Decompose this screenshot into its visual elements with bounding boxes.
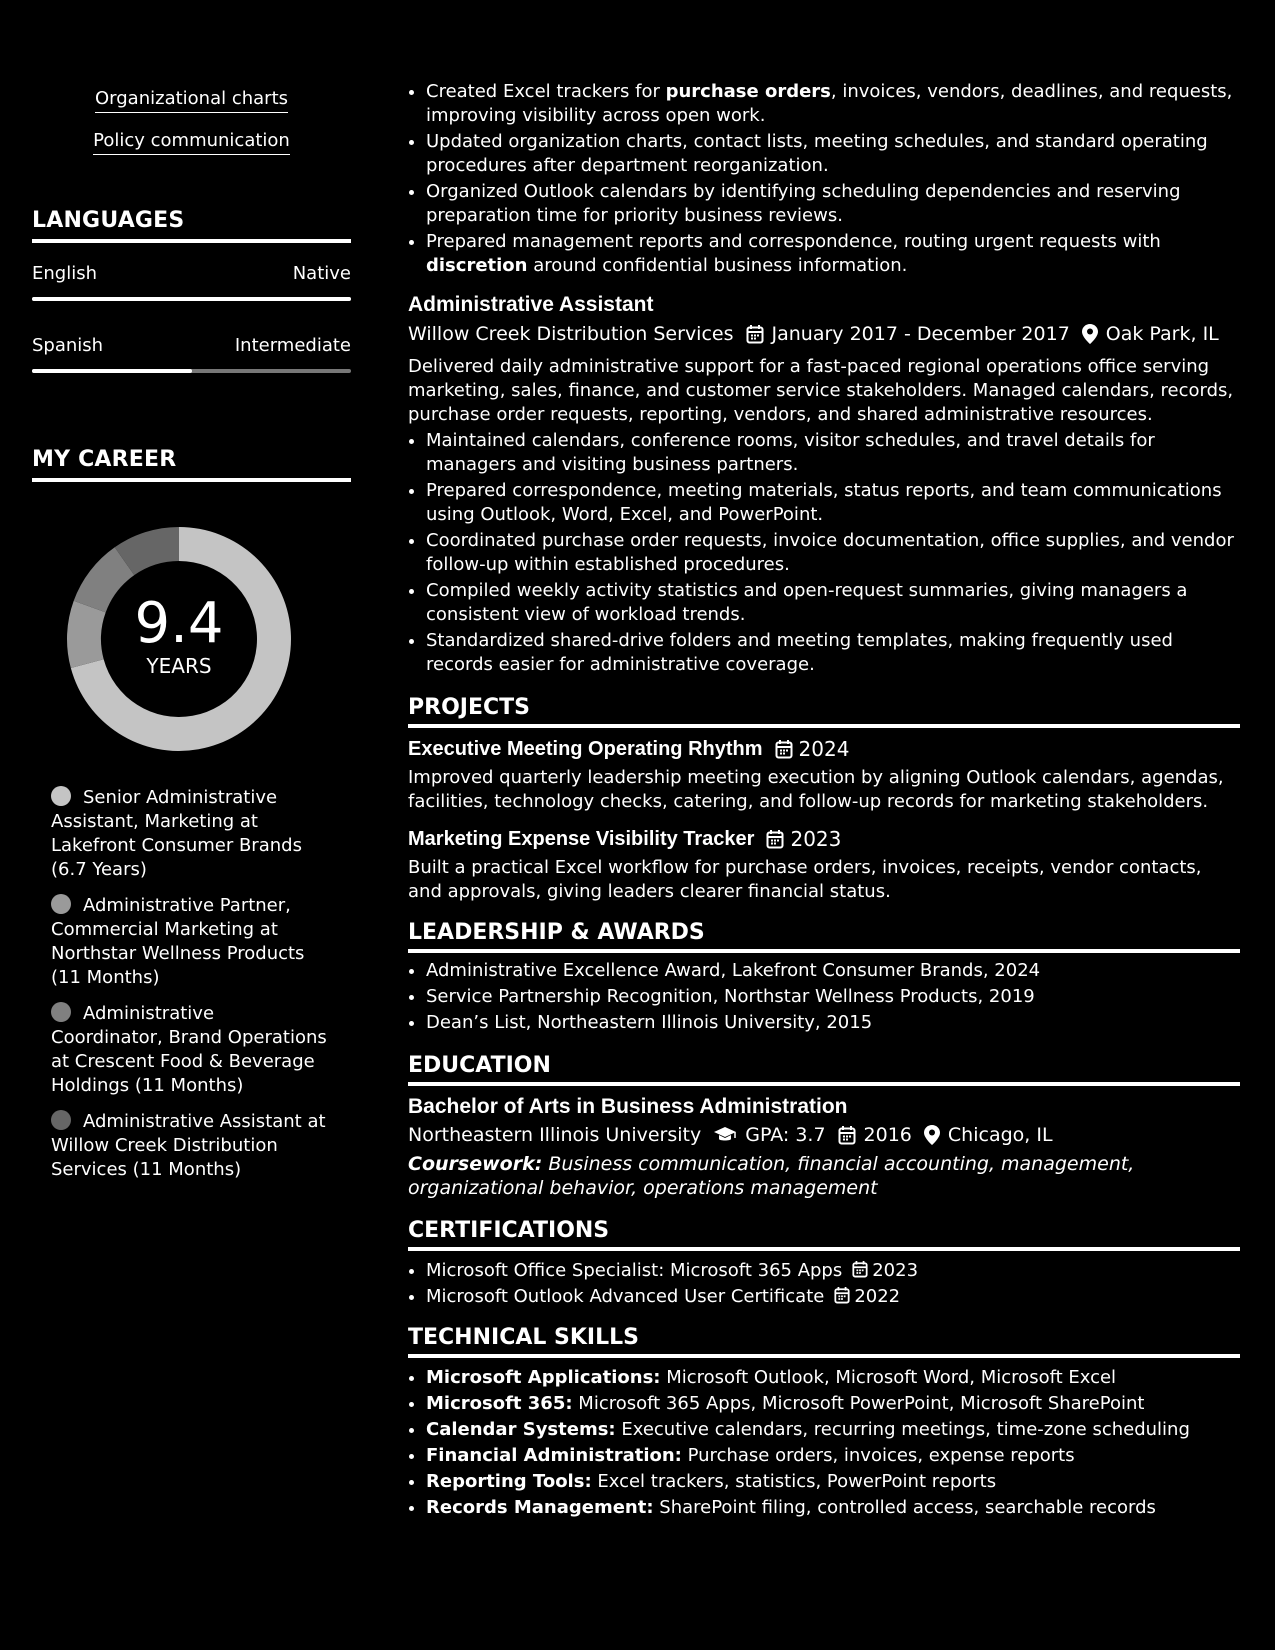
skill-item: • Calendar Systems: Executive calendars, recurring meetings, time-zone scheduling xyxy=(426,1418,1240,1442)
job-location: Oak Park, IL xyxy=(1105,323,1219,345)
career-item xyxy=(51,1002,331,1098)
job-entry xyxy=(408,292,1240,677)
career-item xyxy=(51,1110,331,1182)
awards-list xyxy=(408,959,1240,1035)
certifications-heading: CERTIFICATIONS xyxy=(408,1218,1240,1251)
bullet-item: • Created Excel trackers for purchase orders, invoices, vendors, deadlines, and requests, improving visibility across open work. xyxy=(426,80,1240,128)
education-heading: EDUCATION xyxy=(408,1053,1240,1086)
job-title: Administrative Assistant xyxy=(408,293,654,316)
language-proficiency-fill xyxy=(32,297,351,301)
bullet-item: • Standardized shared-drive folders and meeting templates, making frequently used records easier for administrative coverage. xyxy=(426,629,1240,677)
calendar-icon xyxy=(766,829,784,849)
project-entry xyxy=(408,736,1240,814)
awards-heading: LEADERSHIP & AWARDS xyxy=(408,920,1240,953)
location-pin-icon xyxy=(1082,324,1098,344)
job-dates: January 2017 - December 2017 xyxy=(771,323,1070,345)
career-legend-dot xyxy=(51,1110,71,1130)
award-item: • Administrative Excellence Award, Lakefront Consumer Brands, 2024 xyxy=(426,959,1240,983)
skills-list xyxy=(408,1366,1240,1520)
calendar-icon xyxy=(834,1286,850,1304)
skill-links xyxy=(32,0,351,172)
bullet-item: • Coordinated purchase order requests, invoice documentation, office supplies, and vendor follow-up within established procedures. xyxy=(426,529,1240,577)
language-item xyxy=(32,263,351,301)
education-section xyxy=(408,1053,1240,1200)
calendar-icon xyxy=(746,324,764,344)
languages-heading: LANGUAGES xyxy=(32,208,351,243)
skill-item: • Financial Administration: Purchase orders, invoices, expense reports xyxy=(426,1444,1240,1468)
degree-title: Bachelor of Arts in Business Administration xyxy=(408,1095,848,1118)
previous-job-bullets xyxy=(408,80,1240,278)
job-bullets xyxy=(408,429,1240,677)
certifications-section xyxy=(408,1218,1240,1309)
calendar-icon xyxy=(852,1260,868,1278)
gpa: GPA: 3.7 xyxy=(745,1124,826,1146)
languages-section xyxy=(32,208,351,373)
bullet-item: • Compiled weekly activity statistics and open-request summaries, giving managers a consistent view of workload trends. xyxy=(426,579,1240,627)
school-location: Chicago, IL xyxy=(947,1124,1053,1146)
skill-item: • Reporting Tools: Excel trackers, statistics, PowerPoint reports xyxy=(426,1470,1240,1494)
project-entry xyxy=(408,826,1240,904)
certifications-list xyxy=(408,1259,1240,1309)
sidebar xyxy=(32,0,351,1194)
project-title: Executive Meeting Operating Rhythm xyxy=(408,738,763,760)
awards-section xyxy=(408,920,1240,1035)
language-name: English xyxy=(32,263,97,284)
certification-item: • Microsoft Outlook Advanced User Certificate 2022 xyxy=(426,1285,1240,1309)
award-item: • Service Partnership Recognition, Northstar Wellness Products, 2019 xyxy=(426,985,1240,1009)
language-proficiency-bar xyxy=(32,297,351,301)
graduation-year: 2016 xyxy=(863,1124,912,1146)
projects-section xyxy=(408,695,1240,904)
award-item: • Dean’s List, Northeastern Illinois University, 2015 xyxy=(426,1011,1240,1035)
skill-link[interactable]: Organizational charts xyxy=(95,88,288,113)
project-year: 2023 xyxy=(790,827,842,851)
career-item-text: Administrative Coordinator, Brand Operations at Crescent Food & Beverage Holdings (11 Months) xyxy=(51,1003,327,1096)
career-item xyxy=(51,894,331,990)
project-description: Improved quarterly leadership meeting execution by aligning Outlook calendars, agendas, facilities, technology checks, catering, and follow-up records for marketing stakeholders. xyxy=(408,767,1224,812)
bullet-item: • Maintained calendars, conference rooms, visitor schedules, and travel details for managers and visiting business partners. xyxy=(426,429,1240,477)
bullet-item: • Organized Outlook calendars by identifying scheduling dependencies and reserving preparation time for priority business reviews. xyxy=(426,180,1240,228)
career-item-text: Administrative Partner, Commercial Marketing at Northstar Wellness Products (11 Months) xyxy=(51,895,305,988)
school-name: Northeastern Illinois University xyxy=(408,1124,702,1146)
career-donut-chart xyxy=(64,524,294,754)
project-description: Built a practical Excel workflow for purchase orders, invoices, receipts, vendor contacts, and approvals, giving leaders clearer financial status. xyxy=(408,857,1202,902)
certification-item: • Microsoft Office Specialist: Microsoft 365 Apps 2023 xyxy=(426,1259,1240,1283)
location-pin-icon xyxy=(924,1125,940,1145)
projects-heading: PROJECTS xyxy=(408,695,1240,728)
career-total: 9.4 xyxy=(134,591,224,656)
calendar-icon xyxy=(775,739,793,759)
education-meta xyxy=(408,1122,1240,1148)
calendar-icon xyxy=(838,1125,856,1145)
career-item-text: Administrative Assistant at Willow Creek Distribution Services (11 Months) xyxy=(51,1111,326,1180)
language-proficiency-fill xyxy=(32,369,192,373)
language-level: Native xyxy=(292,263,351,284)
skills-section xyxy=(408,1325,1240,1520)
bullet-item: • Updated organization charts, contact lists, meeting schedules, and standard operating procedures after department reorganization. xyxy=(426,130,1240,178)
career-unit: YEARS xyxy=(146,654,212,678)
skill-item: • Microsoft 365: Microsoft 365 Apps, Microsoft PowerPoint, Microsoft SharePoint xyxy=(426,1392,1240,1416)
language-proficiency-bar xyxy=(32,369,351,373)
bullet-item: • Prepared management reports and correspondence, routing urgent requests with discretion around confidential business information. xyxy=(426,230,1240,278)
skill-item: • Records Management: SharePoint filing, controlled access, searchable records xyxy=(426,1496,1240,1520)
career-item xyxy=(51,786,331,882)
career-legend-dot xyxy=(51,786,71,806)
career-legend-dot xyxy=(51,894,71,914)
coursework: Coursework: Business communication, financial accounting, management, organizational behavior, operations management xyxy=(408,1153,1135,1199)
career-item-text: Senior Administrative Assistant, Marketing at Lakefront Consumer Brands (6.7 Years) xyxy=(51,787,302,880)
language-level: Intermediate xyxy=(234,335,351,356)
career-heading: MY CAREER xyxy=(32,447,351,482)
main-content xyxy=(408,0,1240,1522)
career-legend-dot xyxy=(51,1002,71,1022)
language-item xyxy=(32,335,351,373)
skills-heading: TECHNICAL SKILLS xyxy=(408,1325,1240,1358)
job-company: Willow Creek Distribution Services xyxy=(408,323,734,345)
language-name: Spanish xyxy=(32,335,104,356)
job-meta xyxy=(408,321,1240,347)
career-section xyxy=(32,447,351,1182)
project-title: Marketing Expense Visibility Tracker xyxy=(408,828,755,850)
skill-item: • Microsoft Applications: Microsoft Outlook, Microsoft Word, Microsoft Excel xyxy=(426,1366,1240,1390)
skill-link[interactable]: Policy communication xyxy=(93,130,290,155)
bullet-item: • Prepared correspondence, meeting materials, status reports, and team communications using Outlook, Word, Excel, and PowerPoint. xyxy=(426,479,1240,527)
career-list xyxy=(32,786,331,1182)
project-year: 2024 xyxy=(798,737,850,761)
job-summary: Delivered daily administrative support for a fast-paced regional operations office serving marketing, sales, finance, and customer service stakeholders. Managed calendars, records, purchase order requests, reporting, vendors, and shared administrative resources. xyxy=(408,356,1234,425)
graduation-cap-icon xyxy=(713,1126,737,1144)
